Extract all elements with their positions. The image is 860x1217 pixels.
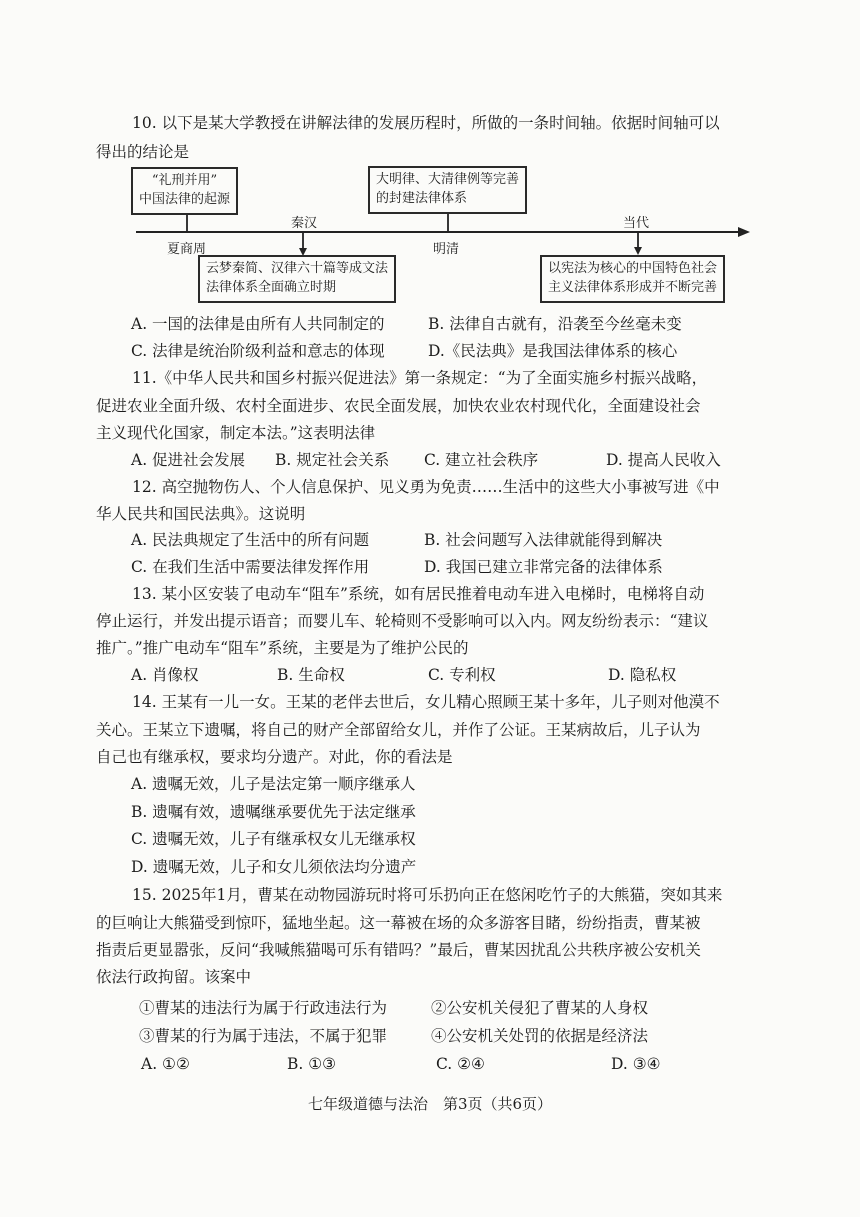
timeline-box-xia-line2: 中国法律的起源 [139, 191, 231, 207]
arrowhead-down-dangdai [634, 247, 642, 255]
q12-stem-line2: 华人民共和国民法典》。这说明 [96, 505, 306, 523]
q12-option-b[interactable]: B. 社会问题写入法律就能得到解决 [424, 531, 663, 549]
q11-stem-line2: 促进农业全面升级、农村全面进步、农民全面发展，加快农业农村现代化，全面建设社会 [96, 397, 701, 415]
timeline-box-mingqing-line1: 大明律、大清律例等完善 [376, 172, 520, 187]
q11-option-d[interactable]: D. 提高人民收入 [606, 451, 721, 469]
q15-statement-1: ①曹某的违法行为属于行政违法行为 [139, 999, 388, 1017]
q14-stem-line2: 关心。王某立下遗嘱，将自己的财产全部留给女儿，并作了公证。王某病故后，儿子认为 [96, 721, 701, 739]
timeline-box-xia-line1: “礼刑并用” [151, 173, 218, 188]
q15-option-b[interactable]: B. ①③ [287, 1055, 337, 1073]
q10-option-b[interactable]: B. 法律自古就有，沿袭至今丝毫未变 [428, 315, 682, 333]
q10-stem-line1: 10. 以下是某大学教授在讲解法律的发展历程时，所做的一条时间轴。依据时间轴可以 [132, 114, 720, 132]
q12-option-a[interactable]: A. 民法典规定了生活中的所有问题 [131, 531, 370, 549]
q14-option-d[interactable]: D. 遗嘱无效，儿子和女儿须依法均分遗产 [131, 858, 417, 876]
q13-option-d[interactable]: D. 隐私权 [608, 666, 677, 684]
q15-stem-line3: 指责后更显嚣张，反问“我喊熊猫喝可乐有错吗？”最后，曹某因扰乱公共秩序被公安机关 [96, 941, 701, 959]
timeline-label-dangdai: 当代 [623, 216, 650, 231]
q10-option-a[interactable]: A. 一国的法律是由所有人共同制定的 [131, 315, 385, 333]
q13-stem-line1: 13. 某小区安装了电动车“阻车”系统，如有居民推着电动车进入电梯时，电梯将自动 [132, 585, 705, 603]
q15-option-d[interactable]: D. ③④ [611, 1055, 661, 1073]
q11-stem-line1: 11.《中华人民共和国乡村振兴促进法》第一条规定：“为了全面实施乡村振兴战略， [132, 369, 708, 387]
timeline-box-qinhan-line2: 法律体系全面确立时期 [206, 279, 337, 295]
q12-option-d[interactable]: D. 我国已建立非常完备的法律体系 [424, 558, 663, 576]
q13-stem-line2: 停止运行，并发出提示语音；而婴儿车、轮椅则不受影响可以入内。网友纷纷表示：“建议 [96, 612, 709, 630]
q11-option-b[interactable]: B. 规定社会关系 [275, 451, 390, 469]
q11-stem-line3: 主义现代化国家，制定本法。”这表明法律 [96, 424, 376, 442]
q15-option-c[interactable]: C. ②④ [436, 1055, 485, 1073]
q14-stem-line1: 14. 王某有一儿一女。王某的老伴去世后，女儿精心照顾王某十多年，儿子则对他漠不 [132, 693, 720, 711]
q12-option-c[interactable]: C. 在我们生活中需要法律发挥作用 [131, 558, 370, 576]
q12-stem-line1: 12. 高空抛物伤人、个人信息保护、见义勇为免责……生活中的这些大小事被写进《中 [132, 478, 720, 496]
timeline-axis-arrowhead [738, 227, 750, 237]
timeline-label-qinhan: 秦汉 [291, 216, 318, 231]
q14-option-a[interactable]: A. 遗嘱无效，儿子是法定第一顺序继承人 [131, 775, 416, 793]
q15-option-a[interactable]: A. ①② [141, 1055, 190, 1073]
page-footer: 七年级道德与法治 第3页（共6页） [307, 1095, 553, 1113]
q13-option-c[interactable]: C. 专利权 [428, 666, 496, 684]
timeline-box-qinhan [198, 255, 396, 303]
timeline-box-qinhan-line1: 云梦秦简、汉律六十篇等成文法 [206, 261, 389, 276]
timeline [0, 0, 860, 320]
timeline-label-mingqing: 明清 [433, 242, 460, 257]
q15-statement-2: ②公安机关侵犯了曹某的人身权 [431, 999, 649, 1017]
q11-option-a[interactable]: A. 促进社会发展 [131, 451, 246, 469]
timeline-box-xia [131, 167, 238, 215]
timeline-box-dangdai [540, 255, 725, 303]
timeline-box-dangdai-line2: 主义法律体系形成并不断完善 [548, 279, 718, 295]
q13-stem-line3: 推广。”推广电动车“阻车”系统，主要是为了维护公民的 [96, 639, 469, 657]
timeline-box-dangdai-line1: 以宪法为核心的中国特色社会 [548, 261, 718, 276]
q10-stem-line2: 得出的结论是 [96, 143, 190, 161]
q11-option-c[interactable]: C. 建立社会秩序 [424, 451, 539, 469]
q10-option-d[interactable]: D.《民法典》是我国法律体系的核心 [428, 342, 678, 360]
q10-option-c[interactable]: C. 法律是统治阶级利益和意志的体现 [131, 342, 385, 360]
q14-option-c[interactable]: C. 遗嘱无效，儿子有继承权女儿无继承权 [131, 830, 416, 848]
q15-statement-4: ④公安机关处罚的依据是经济法 [431, 1027, 649, 1045]
q13-option-a[interactable]: A. 肖像权 [131, 666, 199, 684]
timeline-axis [0, 0, 860, 320]
q14-stem-line3: 自己也有继承权，要求均分遗产。对此，你的看法是 [96, 748, 453, 766]
q14-option-b[interactable]: B. 遗嘱有效，遗嘱继承要优先于法定继承 [131, 803, 416, 821]
q15-statement-3: ③曹某的行为属于违法，不属于犯罪 [139, 1027, 388, 1045]
q15-stem-line1: 15. 2025年1月，曹某在动物园游玩时将可乐扔向正在悠闲吃竹子的大熊猫，突如其来 [132, 886, 723, 904]
timeline-box-mingqing-line2: 的封建法律体系 [376, 190, 468, 206]
timeline-box-mingqing [368, 166, 527, 214]
q13-option-b[interactable]: B. 生命权 [277, 666, 345, 684]
q15-stem-line2: 的巨响让大熊猫受到惊吓，猛地坐起。这一幕被在场的众多游客目睹，纷纷指责，曹某被 [96, 914, 701, 932]
q15-stem-line4: 依法行政拘留。该案中 [96, 968, 252, 986]
timeline-label-xia: 夏商周 [167, 242, 207, 257]
